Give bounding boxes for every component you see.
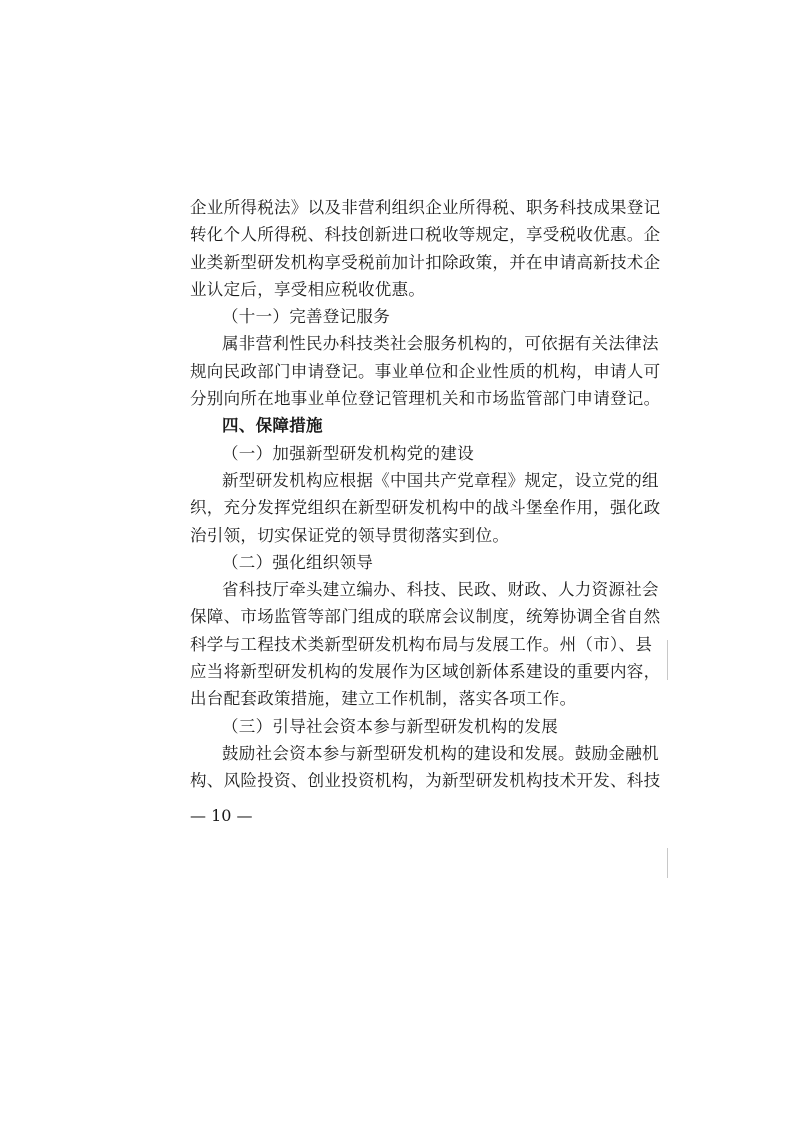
subsection-heading: （十一）完善登记服务 xyxy=(222,307,390,327)
text-line: 属非营利性民办科技类社会服务机构的，可依据有关法律法 xyxy=(222,334,659,354)
text-line: 业类新型研发机构享受税前加计扣除政策，并在申请高新技术企 xyxy=(190,252,661,272)
subsection-heading: （二）强化组织领导 xyxy=(222,552,374,572)
section-heading: 四、保障措施 xyxy=(222,416,323,436)
text-line: 构、风险投资、创业投资机构，为新型研发机构技术开发、科技 xyxy=(190,771,661,791)
subsection-heading: （一）加强新型研发机构党的建设 xyxy=(222,443,474,463)
text-line: 省科技厅牵头建立编办、科技、民政、财政、人力资源社会 xyxy=(222,580,659,600)
page-number: — 10 — xyxy=(190,806,253,825)
text-line: 企业所得税法》以及非营利组织企业所得税、职务科技成果登记 xyxy=(190,198,661,217)
body-text xyxy=(190,194,661,795)
text-line: 治引领，切实保证党的领导贯彻落实到位。 xyxy=(190,525,510,545)
scan-artifact xyxy=(667,640,668,680)
text-line: 业认定后，享受相应税收优惠。 xyxy=(190,279,426,299)
text-line: 织，充分发挥党组织在新型研发机构中的战斗堡垒作用，强化政 xyxy=(190,498,661,518)
text-line: 鼓励社会资本参与新型研发机构的建设和发展。鼓励金融机 xyxy=(222,743,659,763)
text-line: 保障、市场监管等部门组成的联席会议制度，统筹协调全省自然 xyxy=(190,607,661,627)
subsection-heading: （三）引导社会资本参与新型研发机构的发展 xyxy=(222,716,558,736)
scan-artifact xyxy=(667,848,668,878)
text-line: 新型研发机构应根据《中国共产党章程》规定，设立党的组 xyxy=(222,470,659,490)
text-line: 转化个人所得税、科技创新进口税收等规定，享受税收优惠。企 xyxy=(190,225,661,245)
text-line: 规向民政部门申请登记。事业单位和企业性质的机构，申请人可 xyxy=(190,361,661,381)
text-line: 应当将新型研发机构的发展作为区域创新体系建设的重要内容， xyxy=(190,662,661,682)
text-line: 出台配套政策措施，建立工作机制，落实各项工作。 xyxy=(190,689,577,709)
text-line: 科学与工程技术类新型研发机构布局与发展工作。州（市）、县 xyxy=(190,634,653,654)
text-line: 分别向所在地事业单位登记管理机关和市场监管部门申请登记。 xyxy=(190,389,661,409)
